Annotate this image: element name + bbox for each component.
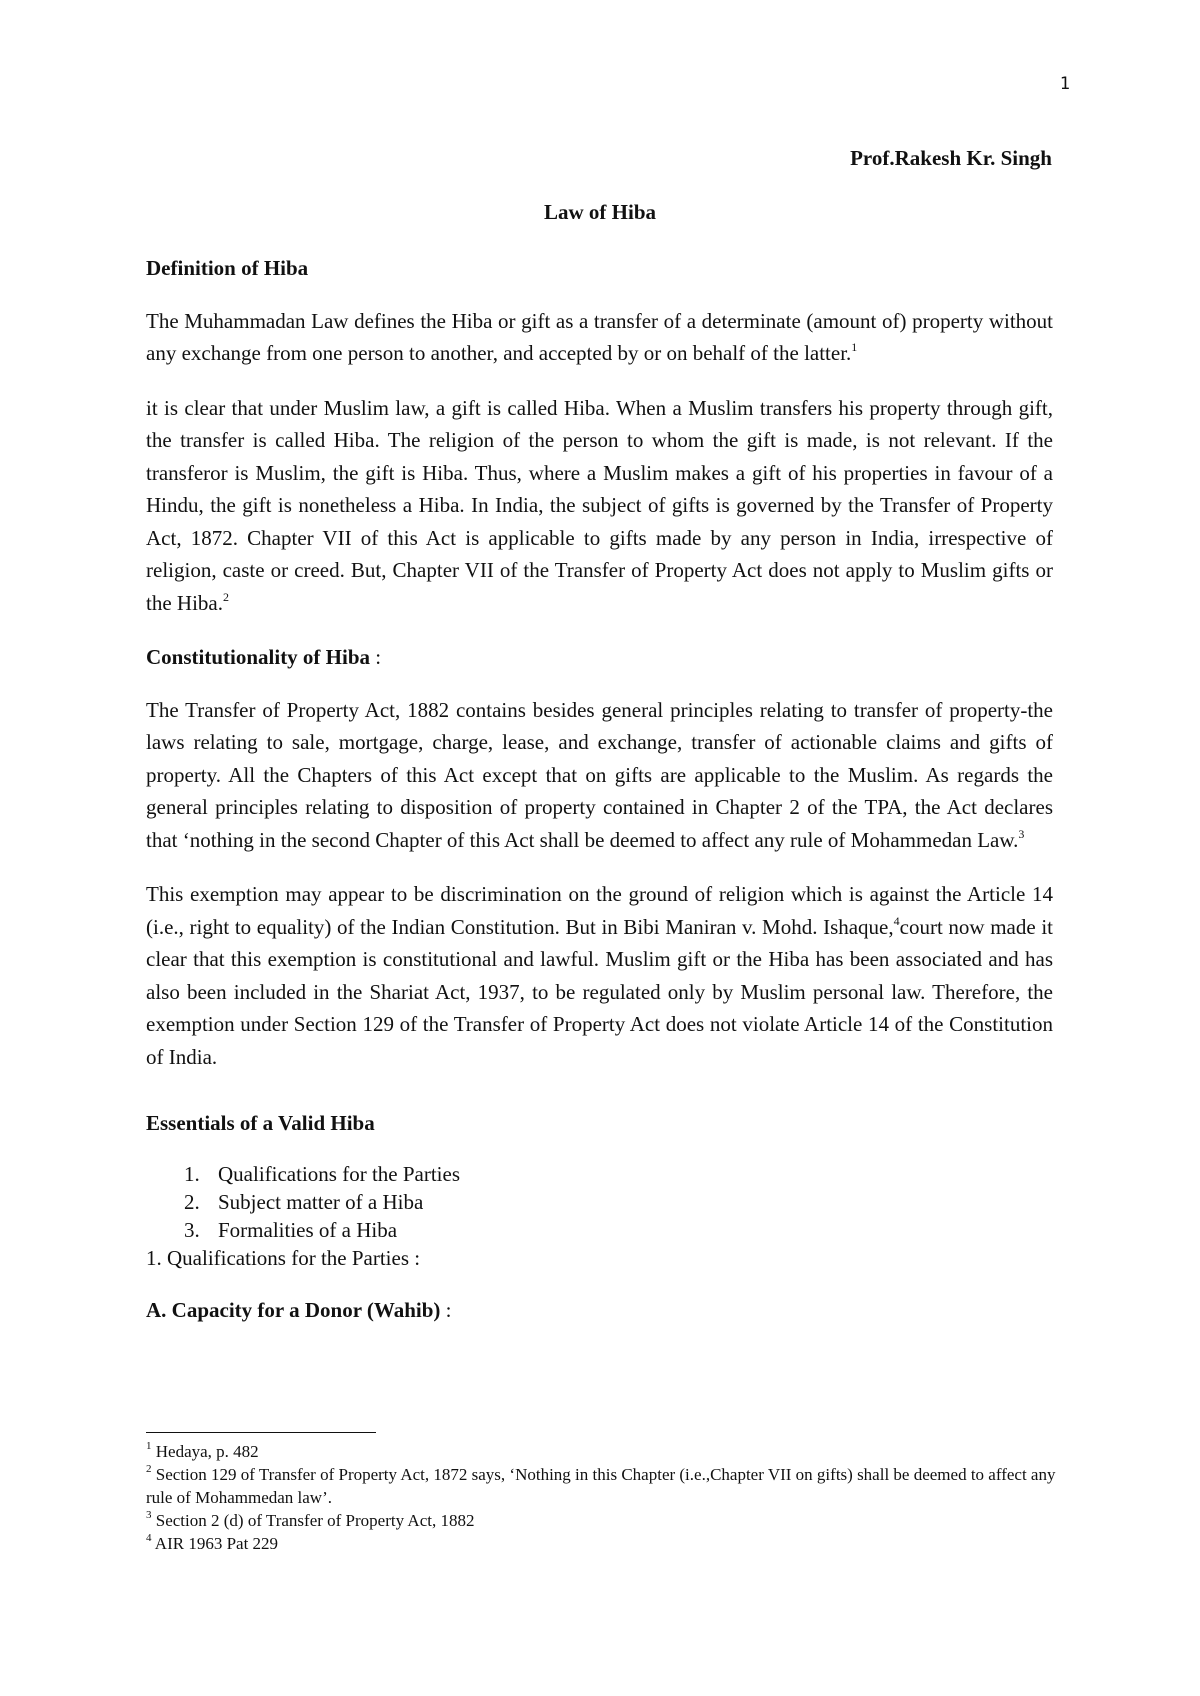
footnote-text: Section 129 of Transfer of Property Act, 1872 says, ‘Nothing in this Chapter (i.e.,Chapter VII on gifts) shall be deemed to affect any rule of Mohammedan law’. (146, 1465, 1056, 1507)
heading-text: Constitutionality of Hiba (146, 645, 371, 669)
paragraph-exemption (146, 878, 1053, 1073)
footnote-ref[interactable]: 2 (222, 589, 229, 604)
footnote-text: AIR 1963 Pat 229 (151, 1534, 279, 1553)
footnote (146, 1463, 1058, 1509)
footnote-number: 3 (146, 1509, 152, 1522)
footnote-text: Section 2 (d) of Transfer of Property Act, 1882 (151, 1511, 475, 1530)
list-text: Formalities of a Hiba (218, 1217, 398, 1242)
heading-text: A. Capacity for a Donor (Wahib) (146, 1297, 441, 1322)
paragraph-text: The Muhammadan Law defines the Hiba or gift as a transfer of a determinate (amount of) property without any exchange from one person to another, and accepted by or on behalf of the latter. (146, 308, 1053, 365)
footnote-ref[interactable]: 1 (851, 340, 858, 354)
paragraph-text: it is clear that under Muslim law, a gift is called Hiba. When a Muslim transfers his property through gift, the transfer is called Hiba. The religion of the person to whom the gift is made, is not relevant. If the transferor is Muslim, the gift is Hiba. Thus, where a Muslim makes a gift of his properties in favour of a Hindu, the gift is nonetheless a Hiba. In India, the subject of gifts is governed by the Transfer of Property Act, 1872. Chapter VII of this Act is applicable to gifts made by any person in India, irrespective of religion, caste or creed. But, Chapter VII of the Transfer of Property Act does not apply to Muslim gifts or the Hiba. (146, 395, 1053, 615)
list-item (146, 1216, 1053, 1244)
paragraph-definition (146, 305, 1053, 370)
document-title: Law of Hiba (543, 200, 656, 224)
list-item (146, 1160, 1053, 1188)
section-heading-capacity (146, 1294, 1053, 1327)
footnote-number: 4 (146, 1532, 152, 1545)
paragraph-text: This exemption may appear to be discrimination on the ground of religion which is against the Article 14 (i.e., right to equality) of the Indian Constitution. But in Bibi Maniran v. Mohd. Ishaque, (146, 882, 1053, 939)
author-name: Prof.Rakesh Kr. Singh (850, 146, 1052, 170)
list-number: 2. (184, 1189, 200, 1214)
footnote-text: Hedaya, p. 482 (151, 1442, 259, 1461)
paragraph-text: court now made it clear that this exemption is constitutional and lawful. Muslim gift or the Hiba has been associated and has also been included in the Shariat Act, 1937, to be regulated only by Muslim personal law. Therefore, the exemption under Section 129 of the Transfer of Property Act does not violate Article 14 of the Constitution of India. (146, 914, 1053, 1069)
section-heading-constitutionality (146, 641, 1053, 674)
footnote-number: 1 (146, 1440, 152, 1453)
footnote-ref[interactable]: 3 (1018, 826, 1025, 841)
list-number: 3. (184, 1217, 200, 1242)
list-item (146, 1188, 1053, 1216)
footnote (146, 1440, 1058, 1463)
list-text: Qualifications for the Parties (218, 1161, 461, 1186)
heading-suffix: : (440, 1297, 452, 1322)
list-text: Subject matter of a Hiba (218, 1189, 424, 1214)
page-number: 1 (1059, 74, 1070, 94)
paragraph-hiba-explanation (146, 392, 1053, 620)
heading-suffix: : (370, 645, 382, 669)
paragraph-tpa (146, 694, 1053, 857)
footnote-ref[interactable]: 4 (893, 913, 900, 928)
footnote (146, 1509, 1058, 1532)
footnote-number: 2 (146, 1463, 152, 1476)
section-heading-essentials: Essentials of a Valid Hiba (146, 1111, 375, 1135)
list-number: 1. (184, 1161, 200, 1186)
essentials-list (146, 1160, 1053, 1244)
footnotes (146, 1440, 1058, 1555)
paragraph-text: The Transfer of Property Act, 1882 contains besides general principles relating to transfer of property-the laws relating to sale, mortgage, charge, lease, and exchange, transfer of actionable claims and gifts of property. All the Chapters of this Act except that on gifts are applicable to the Muslim. As regards the general principles relating to disposition of property contained in Chapter 2 of the TPA, the Act declares that ‘nothing in the second Chapter of this Act shall be deemed to affect any rule of Mohammedan Law. (146, 697, 1053, 852)
footnote-separator (146, 1432, 376, 1433)
document-body (146, 252, 1053, 1326)
footnote (146, 1532, 1058, 1555)
subheading-qualifications: 1. Qualifications for the Parties : (146, 1245, 421, 1270)
section-heading-definition: Definition of Hiba (146, 256, 309, 280)
